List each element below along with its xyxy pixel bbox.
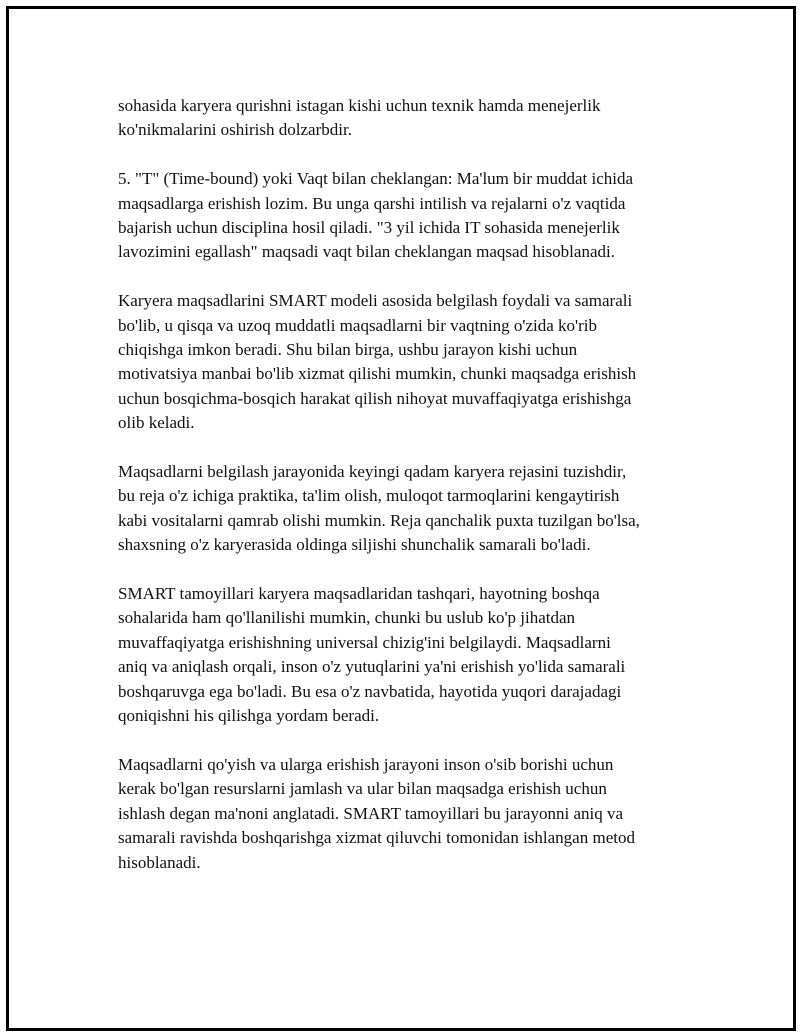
paragraph-1: sohasida karyera qurishni istagan kishi uchun texnik hamda menejerlik ko'nikmalarini oshirish dolzarbdir. (118, 96, 601, 140)
paragraph-3: Karyera maqsadlarini SMART modeli asosida belgilash foydali va samarali bo'lib, u qisqa va uzoq muddatli maqsadlarni bir vaqtning o'zida ko'rib chiqishga imkon beradi. Shu bilan birga, ushbu jarayon kishi uchun motivatsiya manbai bo'lib xizmat qilishi mumkin, chunki maqsadga erishish uchun bosqichma-bosqich harakat qilish nihoyat muvaffaqiyatga erishishga olib keladi. (118, 291, 637, 433)
paragraph-6: Maqsadlarni qo'yish va ularga erishish jarayoni inson o'sib borishi uchun kerak bo'lgan resurslarni jamlash va ular bilan maqsadga erishish uchun ishlash degan ma'noni anglatadi. SMART tamoyillari bu jarayonni aniq va samarali ravishda boshqarishga xizmat qiluvchi tomonidan ishlangan metod hisoblanadi. (118, 754, 635, 872)
document-body (118, 94, 708, 899)
paragraph-4: Maqsadlarni belgilash jarayonida keyingi qadam karyera rejasini tuzishdir, bu reja o'z ichiga praktika, ta'lim olish, muloqot tarmoqlarini kengaytirish kabi vositalarni qamrab olishi mumkin. Reja qanchalik puxta tuzilgan bo'lsa, shaxsning o'z karyerasida oldinga siljishi shunchalik samarali bo'ladi. (118, 462, 640, 555)
paragraph-5: SMART tamoyillari karyera maqsadlaridan tashqari, hayotning boshqa sohalarida ham qo'llanilishi mumkin, chunki bu uslub ko'p jihatdan muvaffaqiyatga erishishning universal chizig'ini belgilaydi. Maqsadlarni aniq va aniqlash orqali, inson o'z yutuqlarini ya'ni erishish yo'lida samarali boshqaruvga ega bo'ladi. Bu esa o'z navbatida, hayotida yuqori darajadagi qoniqishni his qilishga yordam beradi. (118, 584, 626, 726)
paragraph-2: 5. "T" (Time-bound) yoki Vaqt bilan cheklangan: Ma'lum bir muddat ichida maqsadlarga erishish lozim. Bu unga qarshi intilish va rejalarni o'z vaqtida bajarish uchun disciplina hosil qiladi. "3 yil ichida IT sohasida menejerlik lavozimini egallash" maqsadi vaqt bilan cheklangan maqsad hisoblanadi. (118, 169, 634, 262)
